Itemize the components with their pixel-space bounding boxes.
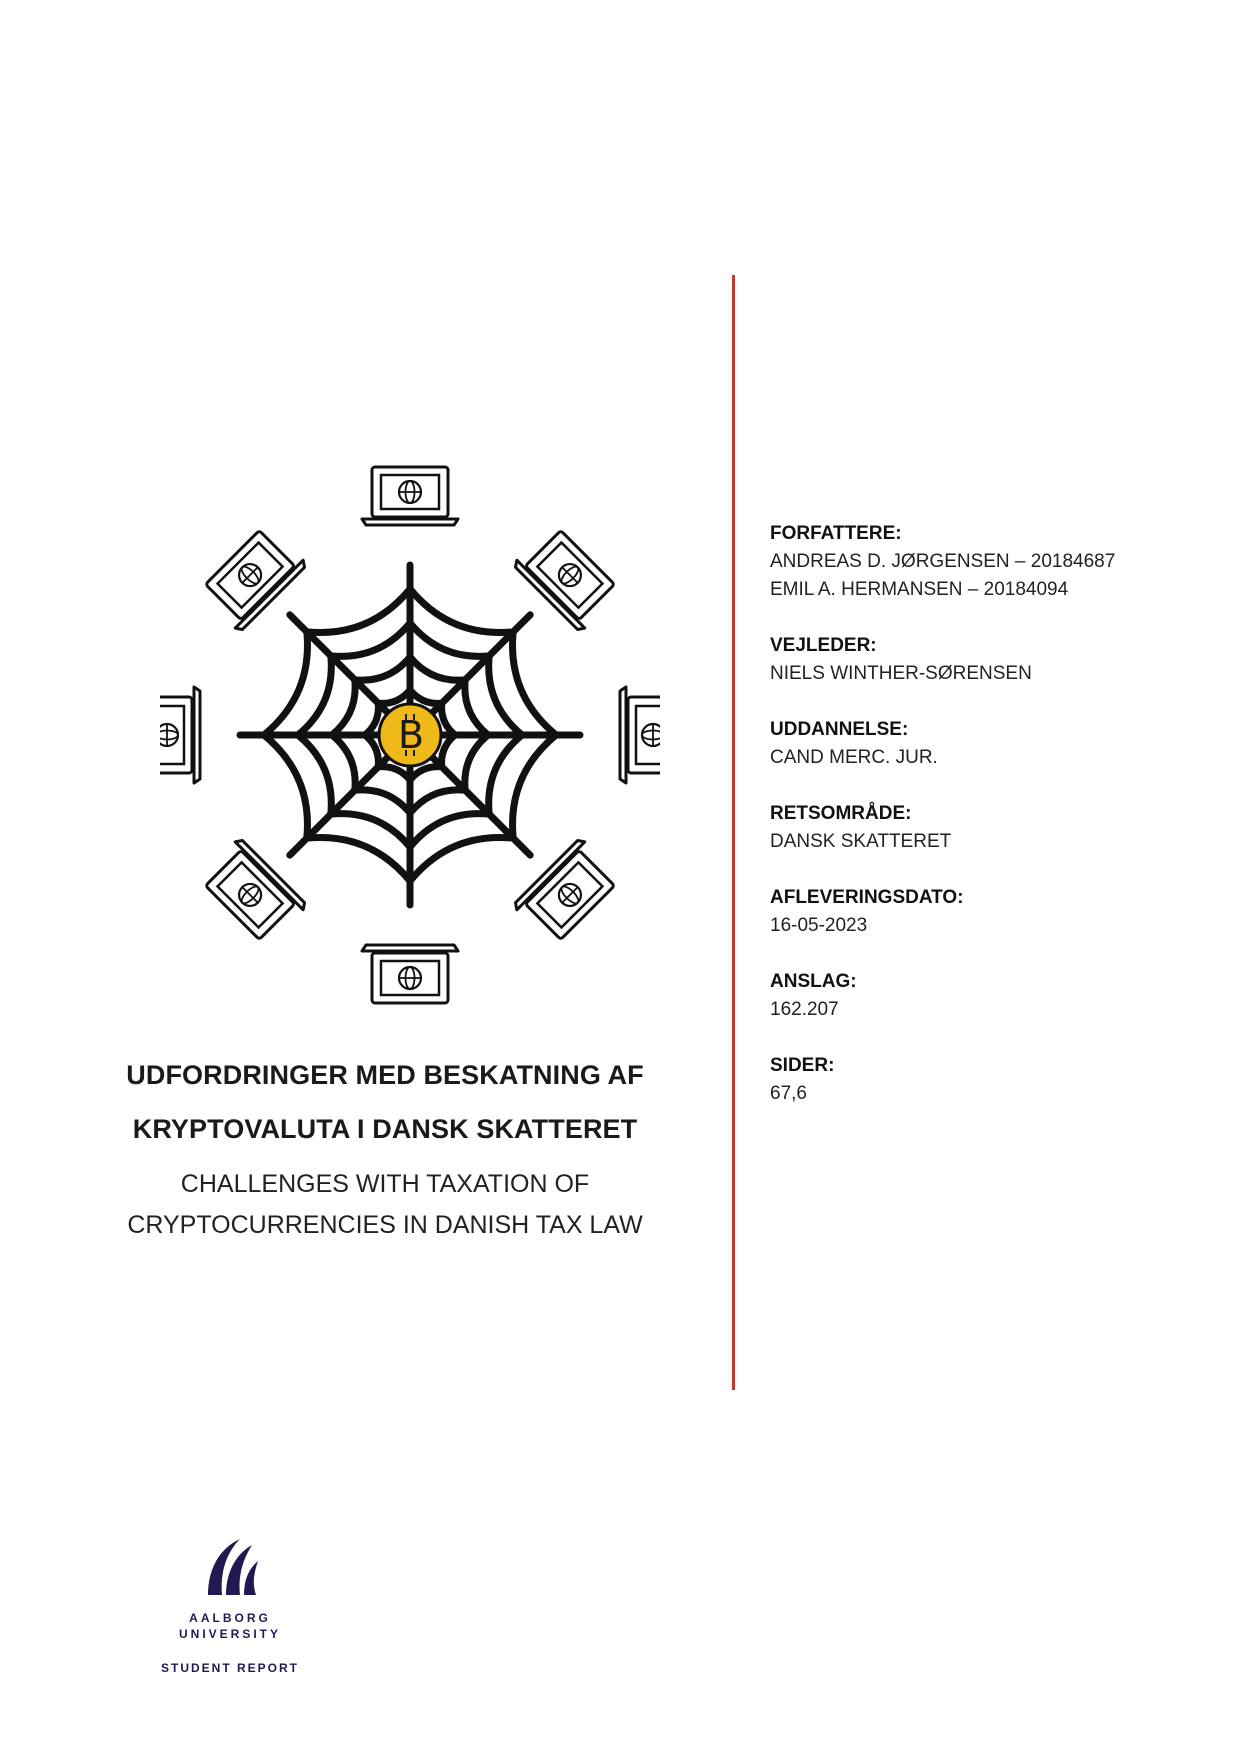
- logo-university: UNIVERSITY: [178, 1627, 281, 1641]
- date-label: AFLEVERINGSDATO:: [770, 887, 964, 908]
- danish-title-line-2: KRYPTOVALUTA I DANSK SKATTERET: [132, 1114, 638, 1144]
- metadata-panel: [770, 520, 1210, 1136]
- field-group: [770, 800, 1210, 856]
- date-value: 16-05-2023: [770, 915, 868, 936]
- supervisor-value: NIELS WINTHER-SØRENSEN: [770, 663, 1032, 684]
- authors-group: [770, 520, 1210, 604]
- pages-value: 67,6: [770, 1083, 807, 1104]
- svg-text:B: B: [397, 713, 425, 757]
- aau-wave-logo-icon: [200, 1535, 260, 1599]
- laptop-globe-icon: [362, 945, 458, 1003]
- title-block: [90, 1048, 680, 1246]
- field-value: DANSK SKATTERET: [770, 831, 952, 852]
- education-label: UDDANNELSE:: [770, 719, 909, 740]
- field-label: RETSOMRÅDE:: [770, 803, 912, 824]
- pages-group: [770, 1052, 1210, 1108]
- english-title-line-1: CHALLENGES WITH TAXATION OF: [180, 1170, 590, 1198]
- supervisor-group: [770, 632, 1210, 688]
- logo-aalborg: AALBORG: [189, 1611, 271, 1625]
- laptop-globe-icon: [620, 687, 660, 783]
- aau-logo: [150, 1535, 310, 1676]
- education-group: [770, 716, 1210, 772]
- author-2: EMIL A. HERMANSEN – 20184094: [770, 579, 1069, 600]
- bitcoin-coin-icon: [379, 704, 441, 766]
- network-illustration: [160, 450, 660, 1020]
- supervisor-label: VEJLEDER:: [770, 635, 877, 656]
- danish-title-line-1: UDFORDRINGER MED BESKATNING AF: [126, 1060, 644, 1090]
- authors-label: FORFATTERE:: [770, 523, 902, 544]
- characters-group: [770, 968, 1210, 1024]
- characters-label: ANSLAG:: [770, 971, 857, 992]
- laptop-globe-icon: [160, 687, 200, 783]
- english-title-line-2: CRYPTOCURRENCIES IN DANISH TAX LAW: [127, 1211, 643, 1239]
- author-1: ANDREAS D. JØRGENSEN – 20184687: [770, 551, 1116, 572]
- logo-student-report: STUDENT REPORT: [160, 1661, 299, 1675]
- date-group: [770, 884, 1210, 940]
- characters-value: 162.207: [770, 999, 839, 1020]
- education-value: CAND MERC. JUR.: [770, 747, 938, 768]
- pages-label: SIDER:: [770, 1055, 835, 1076]
- vertical-divider: [732, 275, 735, 1390]
- laptop-globe-icon: [362, 467, 458, 525]
